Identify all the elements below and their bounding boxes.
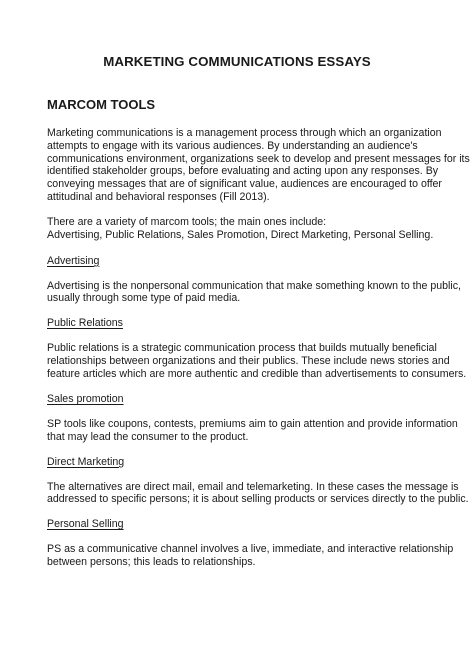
tool-heading-personal-selling: Personal Selling [47,518,124,531]
tool-heading-sales-promotion: Sales promotion [47,392,124,405]
tools-intro-paragraph [47,216,447,242]
intro-line: communications environment, organizations seek to develop and present messages for its [47,152,470,165]
tool-line: addressed to specific persons; it is about selling products or services directly to the public. [47,493,469,506]
tool-line: feature articles which are more authentic and credible than advertisements to consumers. [47,367,467,380]
tool-paragraph-advertising [47,279,461,306]
section-heading: MARCOM TOOLS [47,97,156,112]
tool-heading-advertising: Advertising [47,254,100,267]
tool-line: usually through some type of paid media. [47,292,241,305]
tools-list-line: Advertising, Public Relations, Sales Promotion, Direct Marketing, Personal Selling. [47,229,434,242]
tool-paragraph-public-relations [47,342,467,380]
tool-line: that may lead the consumer to the product. [47,430,249,443]
tool-line: Advertising is the nonpersonal communication that make something known to the public, [47,279,461,292]
intro-line: identified stakeholder groups, before evaluating and acting upon any responses. By [47,165,439,178]
tool-paragraph-direct-marketing [47,480,469,507]
tool-heading-direct-marketing: Direct Marketing [47,455,125,468]
document-title: MARKETING COMMUNICATIONS ESSAYS [103,54,371,69]
tool-paragraph-sales-promotion [47,417,458,444]
tool-line: PS as a communicative channel involves a live, immediate, and interactive relationship [47,543,454,556]
tool-paragraph-personal-selling [47,543,454,569]
tools-intro-line: There are a variety of marcom tools; the main ones include: [47,216,327,229]
tool-line: The alternatives are direct mail, email and telemarketing. In these cases the message is [47,480,459,493]
tool-line: relationships between organizations and their publics. These include news stories and [47,355,450,368]
intro-line: attitudinal and behavioral responses (Fill 2013). [47,190,270,203]
intro-line: Marketing communications is a management process through which an organization [47,127,442,139]
intro-line: attempts to engage with its various audiences. By understanding an audience's [47,139,418,152]
document-body [47,127,470,569]
intro-paragraph [47,127,470,204]
tool-line: SP tools like coupons, contests, premiums aim to gain attention and provide information [47,417,458,430]
tool-line: Public relations is a strategic communication process that builds mutually beneficial [47,342,437,355]
tool-heading-public-relations: Public Relations [47,317,123,330]
tool-line: between persons; this leads to relationships. [47,556,256,569]
intro-line: conveying messages that are of significant value, audiences are encouraged to offer [47,178,442,191]
